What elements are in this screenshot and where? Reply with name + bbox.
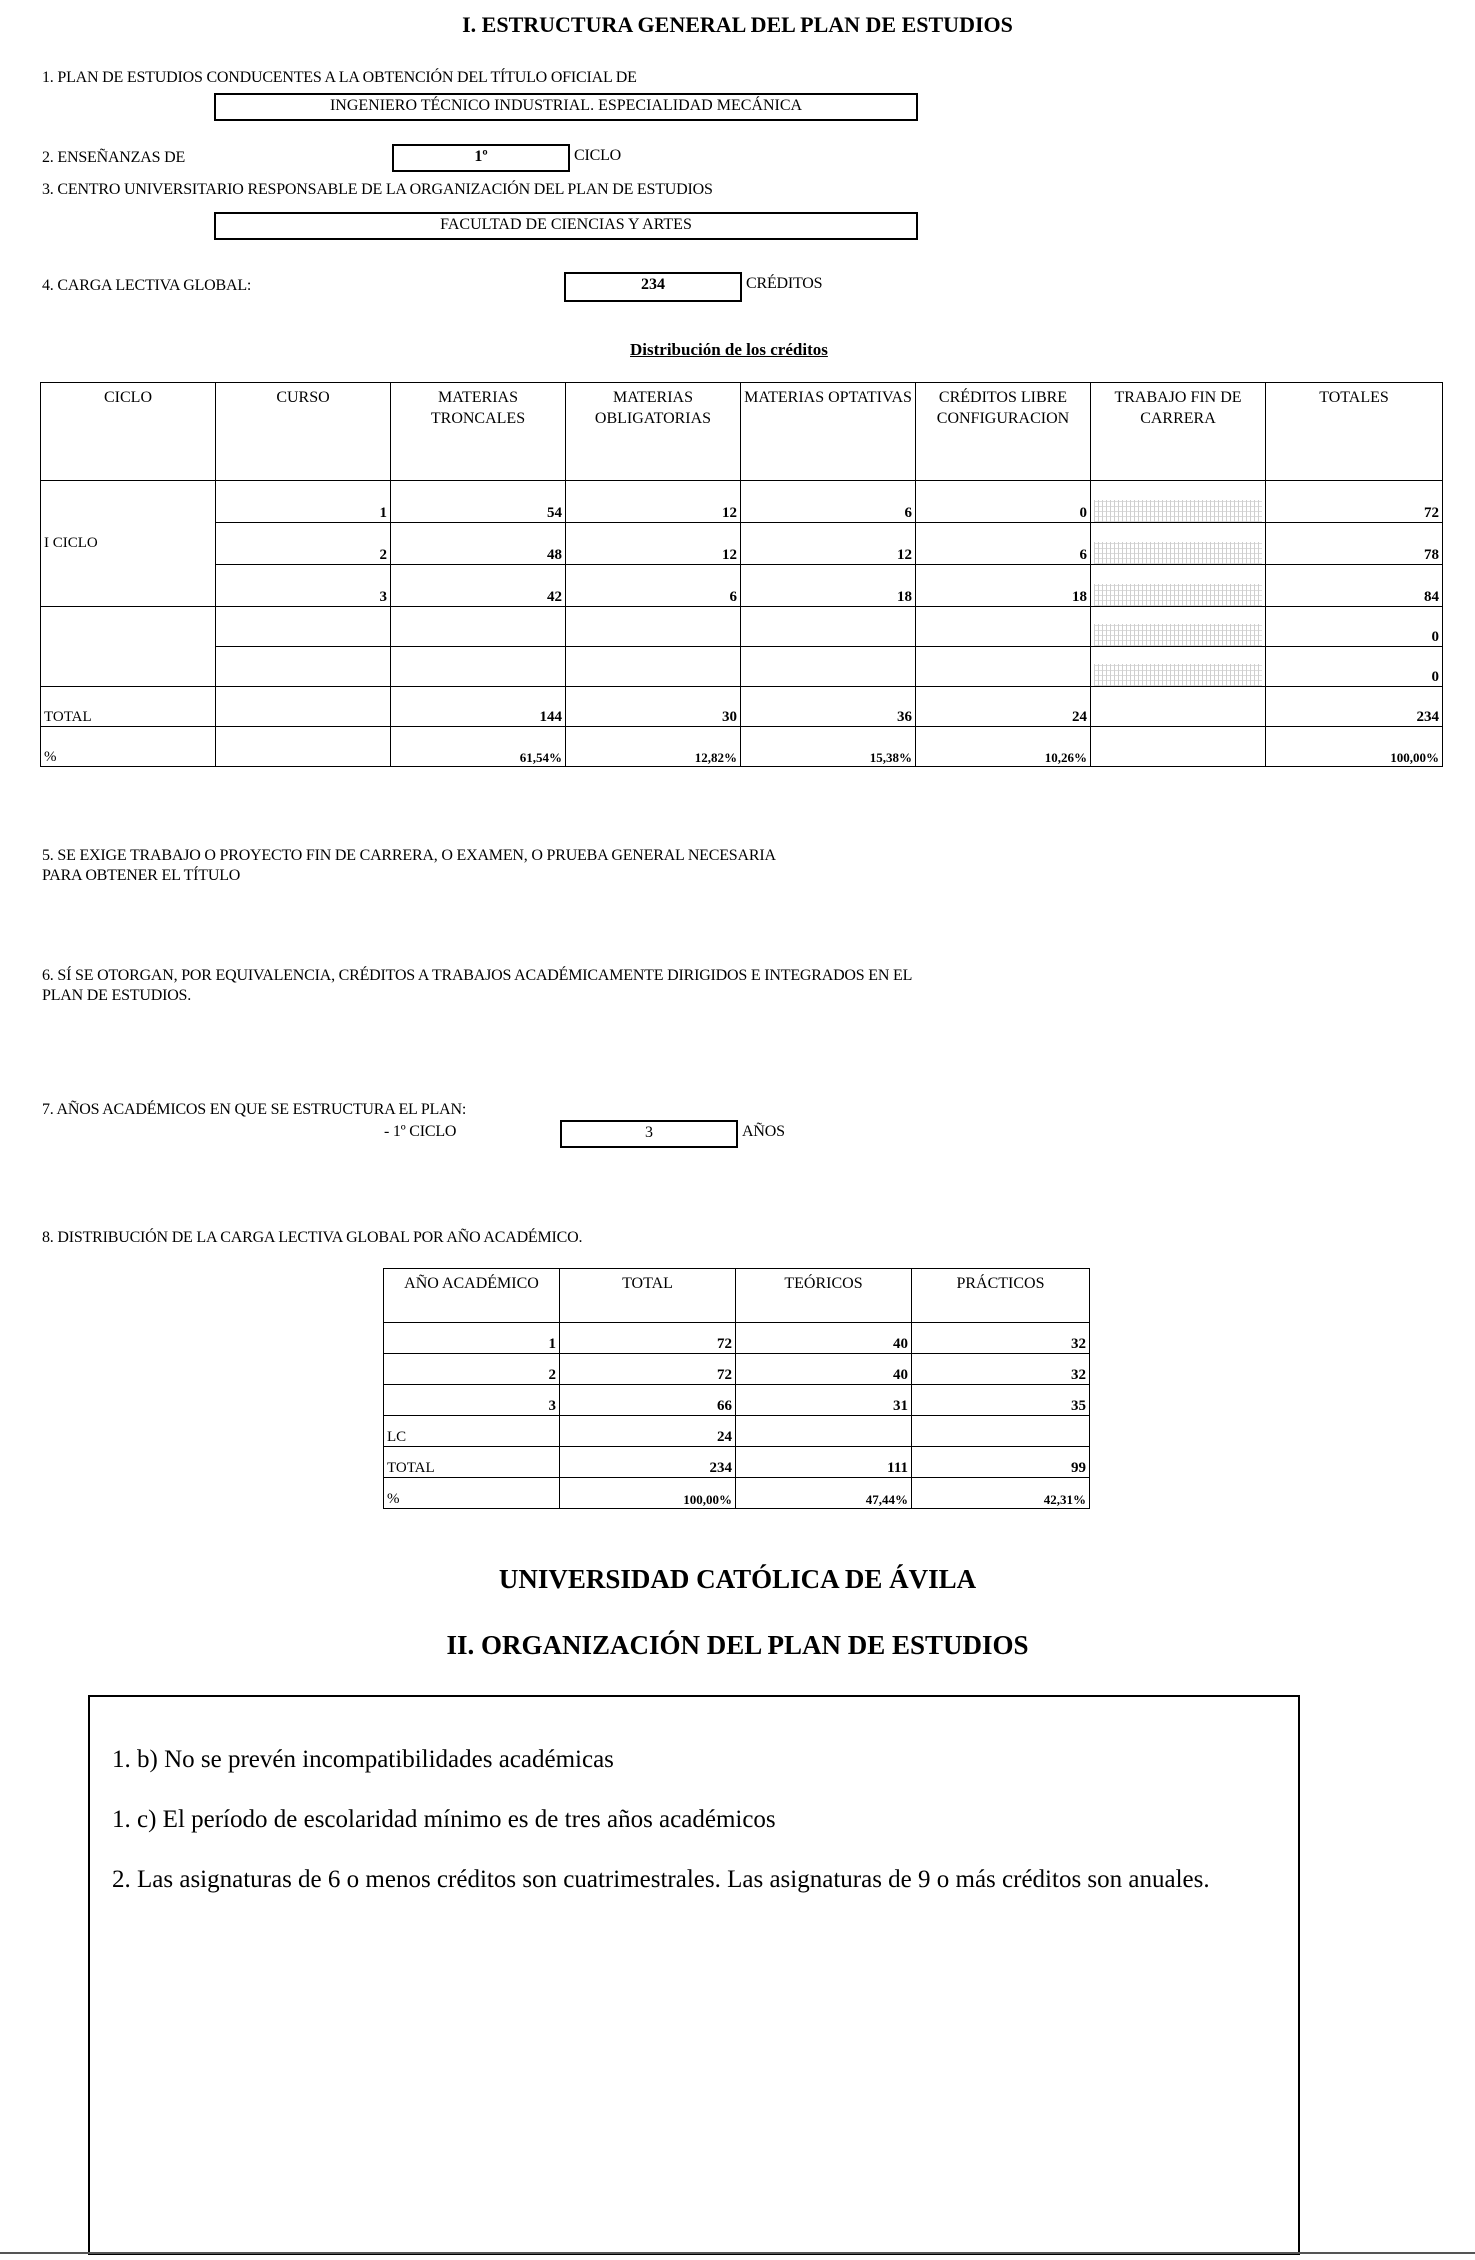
global-load-box: 234 xyxy=(564,272,742,302)
empty-cell xyxy=(566,607,741,647)
pct-troncales: 61,54% xyxy=(391,727,566,767)
empty-cell xyxy=(391,647,566,687)
header-optativas: MATERIAS OPTATIVAS xyxy=(741,383,916,481)
practicos-cell: 35 xyxy=(912,1385,1090,1416)
year-table xyxy=(383,1268,1090,1509)
curso-cell: 1 xyxy=(216,481,391,523)
percent-row xyxy=(41,727,1443,767)
lc-row xyxy=(384,1416,1090,1447)
practicos-cell: 32 xyxy=(912,1354,1090,1385)
year-header-row xyxy=(384,1269,1090,1323)
empty-cell xyxy=(916,607,1091,647)
note-incompatibilities: 1. b) No se prevén incompatibilidades académicas xyxy=(112,1746,614,1773)
optativas-cell: 6 xyxy=(741,481,916,523)
total-cell: 72 xyxy=(560,1323,736,1354)
troncales-cell: 48 xyxy=(391,523,566,565)
obligatorias-cell: 12 xyxy=(566,481,741,523)
total-cell: 72 xyxy=(560,1354,736,1385)
pct-obligatorias: 12,82% xyxy=(566,727,741,767)
pct-optativas: 15,38% xyxy=(741,727,916,767)
optativas-cell: 12 xyxy=(741,523,916,565)
totales-cell: 78 xyxy=(1266,523,1443,565)
practicos-cell: 32 xyxy=(912,1323,1090,1354)
empty-cell xyxy=(912,1416,1090,1447)
year-cell: 3 xyxy=(384,1385,560,1416)
obligatorias-cell: 12 xyxy=(566,523,741,565)
table-row xyxy=(384,1385,1090,1416)
header-obligatorias: MATERIAS OBLIGATORIAS xyxy=(566,383,741,481)
header-total: TOTAL xyxy=(560,1269,736,1323)
libre-cell: 0 xyxy=(916,481,1091,523)
redacted-cell xyxy=(1091,647,1266,687)
table-row xyxy=(41,481,1443,523)
empty-cell xyxy=(216,607,391,647)
university-name: UNIVERSIDAD CATÓLICA DE ÁVILA xyxy=(498,1564,977,1594)
empty-cycle-cell xyxy=(41,607,216,687)
empty-cell xyxy=(1091,727,1266,767)
total-row xyxy=(41,687,1443,727)
obligatorias-cell: 6 xyxy=(566,565,741,607)
header-libre-configuracion: CRÉDITOS LIBRE CONFIGURACION xyxy=(916,383,1091,481)
curso-cell: 2 xyxy=(216,523,391,565)
libre-cell: 6 xyxy=(916,523,1091,565)
empty-cell xyxy=(916,647,1091,687)
empty-cell xyxy=(391,607,566,647)
note-subject-duration: 2. Las asignaturas de 6 o menos créditos son cuatrimestrales. Las asignaturas de 9 o más créditos son anuales. xyxy=(112,1866,1210,1893)
teoricos-cell: 31 xyxy=(736,1385,912,1416)
empty-cell xyxy=(741,647,916,687)
header-totales: TOTALES xyxy=(1266,383,1443,481)
total-practicos: 99 xyxy=(912,1447,1090,1478)
total-cell: 66 xyxy=(560,1385,736,1416)
lc-total: 24 xyxy=(560,1416,736,1447)
curso-cell: 3 xyxy=(216,565,391,607)
total-libre: 24 xyxy=(916,687,1091,727)
percent-label: % xyxy=(384,1478,560,1509)
year-cell: 1 xyxy=(384,1323,560,1354)
page-bottom-edge xyxy=(0,2252,1475,2254)
table-row xyxy=(41,565,1443,607)
pct-practicos: 42,31% xyxy=(912,1478,1090,1509)
section-2-title: II. ORGANIZACIÓN DEL PLAN DE ESTUDIOS xyxy=(446,1630,1029,1660)
faculty-box: FACULTAD DE CIENCIAS Y ARTES xyxy=(214,212,918,240)
total-row xyxy=(384,1447,1090,1478)
item-8-label: 8. DISTRIBUCIÓN DE LA CARGA LECTIVA GLOBAL POR AÑO ACADÉMICO. xyxy=(42,1229,583,1246)
header-teoricos: TEÓRICOS xyxy=(736,1269,912,1323)
pct-libre: 10,26% xyxy=(916,727,1091,767)
total-troncales: 144 xyxy=(391,687,566,727)
total-label: TOTAL xyxy=(41,687,216,727)
empty-cell xyxy=(566,647,741,687)
header-curso: CURSO xyxy=(216,383,391,481)
notes-box xyxy=(88,1695,1300,2255)
item-5: 5. SE EXIGE TRABAJO O PROYECTO FIN DE CARRERA, O EXAMEN, O PRUEBA GENERAL NECESARIA PARA OBTENER EL TÍTULO xyxy=(42,847,775,884)
troncales-cell: 42 xyxy=(391,565,566,607)
item-7-label: 7. AÑOS ACADÉMICOS EN QUE SE ESTRUCTURA EL PLAN: xyxy=(42,1101,467,1118)
header-ciclo: CICLO xyxy=(41,383,216,481)
item-2-label: 2. ENSEÑANZAS DE xyxy=(42,149,186,166)
item-3-label: 3. CENTRO UNIVERSITARIO RESPONSABLE DE LA ORGANIZACIÓN DEL PLAN DE ESTUDIOS xyxy=(42,181,713,198)
table-row-empty xyxy=(41,647,1443,687)
year-cell: 2 xyxy=(384,1354,560,1385)
table-row xyxy=(41,523,1443,565)
total-total: 234 xyxy=(560,1447,736,1478)
totales-cell: 72 xyxy=(1266,481,1443,523)
header-practicos: PRÁCTICOS xyxy=(912,1269,1090,1323)
item-4-label: 4. CARGA LECTIVA GLOBAL: xyxy=(42,277,252,294)
total-teoricos: 111 xyxy=(736,1447,912,1478)
total-totales: 234 xyxy=(1266,687,1443,727)
total-obligatorias: 30 xyxy=(566,687,741,727)
cycle-suffix: CICLO xyxy=(574,147,622,164)
totales-cell: 0 xyxy=(1266,647,1443,687)
totales-cell: 84 xyxy=(1266,565,1443,607)
credits-header-row xyxy=(41,383,1443,481)
total-optativas: 36 xyxy=(741,687,916,727)
empty-cell xyxy=(741,607,916,647)
troncales-cell: 54 xyxy=(391,481,566,523)
percent-row xyxy=(384,1478,1090,1509)
total-label: TOTAL xyxy=(384,1447,560,1478)
empty-cell xyxy=(1091,687,1266,727)
empty-cell xyxy=(216,687,391,727)
redacted-cell xyxy=(1091,481,1266,523)
empty-cell xyxy=(736,1416,912,1447)
totales-cell: 0 xyxy=(1266,607,1443,647)
pct-totales: 100,00% xyxy=(1266,727,1443,767)
pct-teoricos: 47,44% xyxy=(736,1478,912,1509)
years-box: 3 xyxy=(560,1120,738,1148)
lc-label: LC xyxy=(384,1416,560,1447)
item-7-sub: - 1º CICLO xyxy=(384,1123,457,1140)
item-1-label: 1. PLAN DE ESTUDIOS CONDUCENTES A LA OBTENCIÓN DEL TÍTULO OFICIAL DE xyxy=(42,69,637,86)
years-suffix: AÑOS xyxy=(742,1123,785,1140)
note-minimum-period: 1. c) El período de escolaridad mínimo es de tres años académicos xyxy=(112,1806,776,1833)
global-load-suffix: CRÉDITOS xyxy=(746,275,823,292)
header-ano-academico: AÑO ACADÉMICO xyxy=(384,1269,560,1323)
percent-label: % xyxy=(41,727,216,767)
table-row-empty xyxy=(41,607,1443,647)
pct-total: 100,00% xyxy=(560,1478,736,1509)
empty-cell xyxy=(216,647,391,687)
credits-table xyxy=(40,382,1443,767)
section-1-title: I. ESTRUCTURA GENERAL DEL PLAN DE ESTUDIOS xyxy=(462,12,1013,37)
teoricos-cell: 40 xyxy=(736,1323,912,1354)
optativas-cell: 18 xyxy=(741,565,916,607)
teoricos-cell: 40 xyxy=(736,1354,912,1385)
header-trabajo-fin-carrera: TRABAJO FIN DE CARRERA xyxy=(1091,383,1266,481)
cycle-label: I CICLO xyxy=(41,481,216,607)
redacted-cell xyxy=(1091,607,1266,647)
header-troncales: MATERIAS TRONCALES xyxy=(391,383,566,481)
degree-title-box: INGENIERO TÉCNICO INDUSTRIAL. ESPECIALIDAD MECÁNICA xyxy=(214,93,918,121)
redacted-cell xyxy=(1091,523,1266,565)
cycle-box: 1º xyxy=(392,144,570,172)
table-row xyxy=(384,1354,1090,1385)
table-row xyxy=(384,1323,1090,1354)
redacted-cell xyxy=(1091,565,1266,607)
empty-cell xyxy=(216,727,391,767)
distribution-title: Distribución de los créditos xyxy=(630,340,828,359)
item-6: 6. SÍ SE OTORGAN, POR EQUIVALENCIA, CRÉDITOS A TRABAJOS ACADÉMICAMENTE DIRIGIDOS E INTEGRADOS EN EL PLAN DE ESTUDIOS. xyxy=(42,967,912,1004)
libre-cell: 18 xyxy=(916,565,1091,607)
